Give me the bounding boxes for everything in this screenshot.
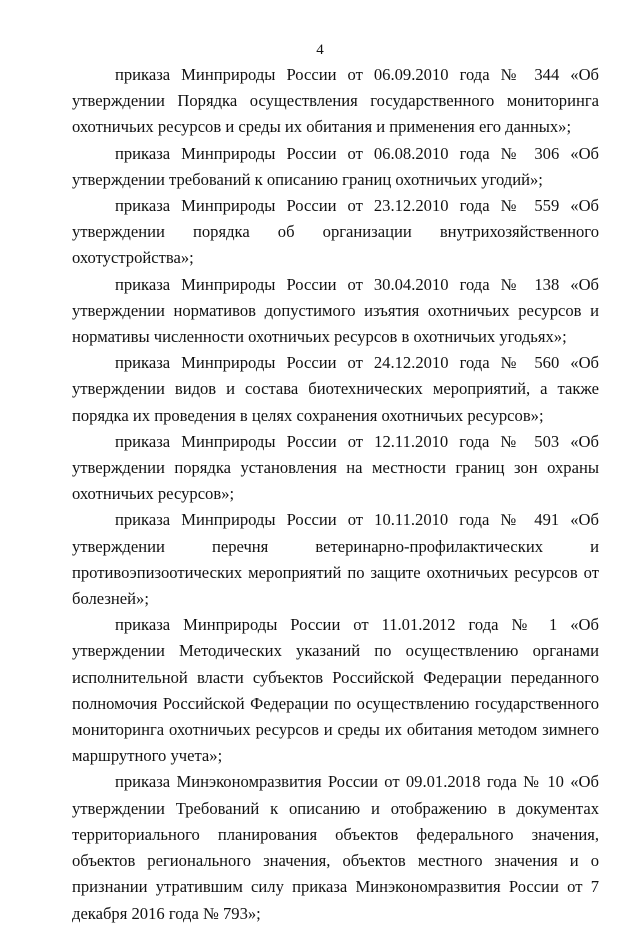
list-item: приказа Минприроды России от 11.01.2012 года № 1 «Об утверждении Методических указаний по осуществлению органами исполнительной власти субъектов Российской Федерации переданного полномочия Российской Федерации по осуществлению государственного мониторинга охотничьих ресурсов и среды их обитания методом зимнего маршрутного учета»; — [72, 615, 599, 766]
list-item: приказа Минприроды России от 06.09.2010 года № 344 «Об утверждении Порядка осуществления государственного мониторинга охотничьих ресурсов и среды их обитания и применения его данных»; — [72, 65, 599, 137]
list-item: приказа Минприроды России от 24.12.2010 года № 560 «Об утверждении видов и состава биотехнических мероприятий, а также порядка их проведения в целях сохранения охотничьих ресурсов»; — [72, 353, 599, 425]
list-item: приказа Минприроды России от 23.12.2010 года № 559 «Об утверждении порядка об организации внутрихозяйственного охотустройства»; — [72, 196, 599, 268]
list-item: приказа Минприроды России от 30.04.2010 года № 138 «Об утверждении нормативов допустимого изъятия охотничьих ресурсов и нормативы численности охотничьих ресурсов в охотничьих угодьях»; — [72, 274, 599, 347]
document-body — [72, 62, 599, 927]
list-item: приказа Минэкономразвития России от 09.01.2018 года № 10 «Об утверждении Требований к описанию и отображению в документах территориального планирования объектов федерального значения, объектов регионального значения, объектов местного значения и о признании утратившим силу приказа Минэкономразвития России от 7 декабря 2016 года № 793»; — [72, 772, 599, 923]
page-number: 4 — [316, 42, 324, 58]
list-item: приказа Минприроды России от 10.11.2010 года № 491 «Об утверждении перечня ветеринарно-профилактических и противоэпизоотических мероприятий по защите охотничьих ресурсов от болезней»; — [72, 510, 599, 609]
list-item: приказа Минприроды России от 12.11.2010 года № 503 «Об утверждении порядка установления на местности границ зон охраны охотничьих ресурсов»; — [72, 431, 599, 504]
list-item: приказа Минприроды России от 06.08.2010 года № 306 «Об утверждении требований к описанию границ охотничьих угодий»; — [72, 143, 599, 189]
